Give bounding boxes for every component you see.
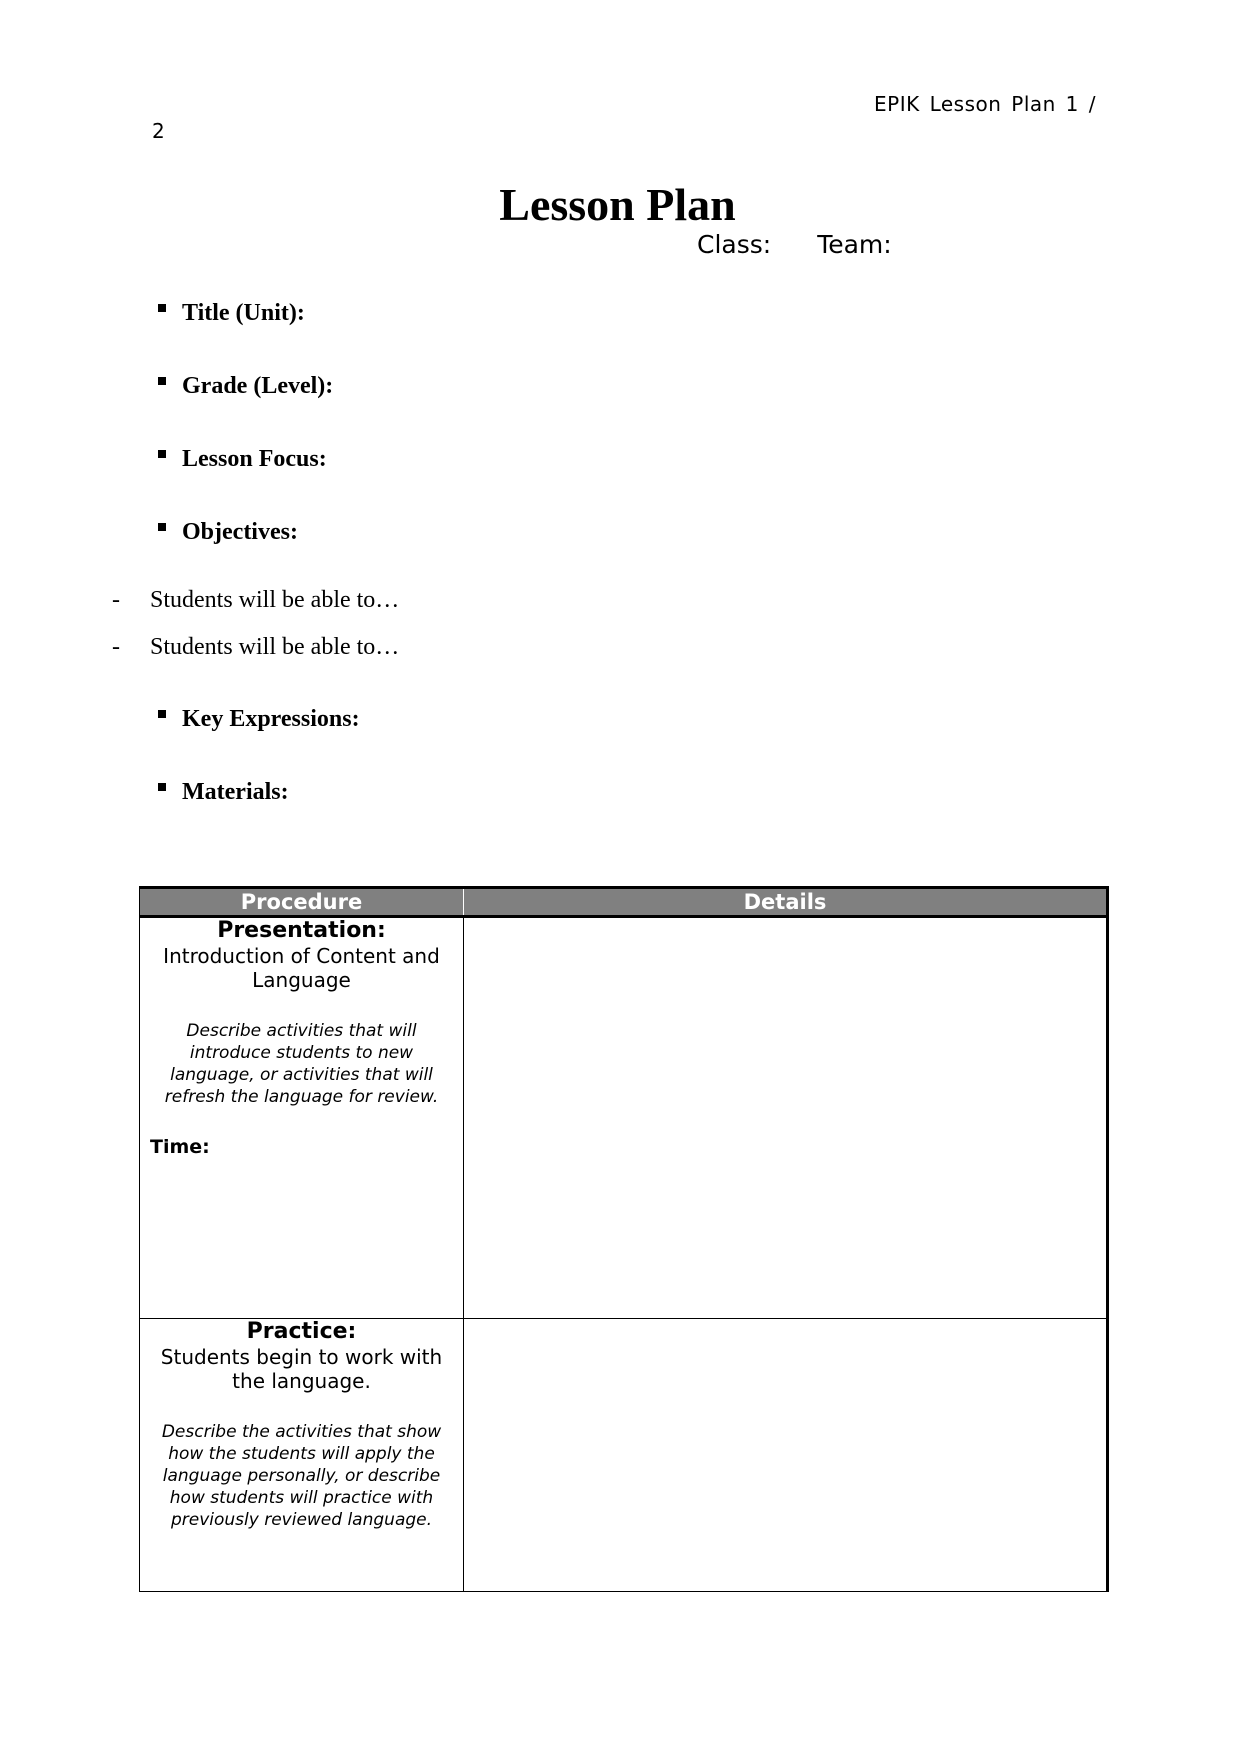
square-bullet-icon <box>158 377 166 385</box>
objective-text: Students will be able to… <box>150 634 400 660</box>
field-lesson-focus <box>158 446 327 473</box>
field-label: Grade (Level): <box>182 373 334 399</box>
stage-title: Practice: <box>246 1319 357 1344</box>
stage-title: Presentation: <box>217 918 386 943</box>
square-bullet-icon <box>158 523 166 531</box>
stage-description: Describe activities that will introduce students to new language, or activities that will refresh the language for review. <box>164 1021 439 1107</box>
objective-item <box>112 634 399 661</box>
time-label: Time: <box>150 1136 210 1158</box>
stage-subtitle: Introduction of Content and Language <box>163 944 440 992</box>
procedure-cell <box>140 1319 464 1592</box>
square-bullet-icon <box>158 783 166 791</box>
objective-text: Students will be able to… <box>150 587 400 613</box>
details-cell[interactable] <box>464 917 1108 1319</box>
field-label: Lesson Focus: <box>182 446 327 472</box>
dash-marker: - <box>112 634 120 660</box>
team-label: Team: <box>817 230 892 259</box>
column-header-procedure: Procedure <box>140 888 464 917</box>
running-header: EPIK Lesson Plan 1 / <box>874 92 1096 116</box>
field-title-unit <box>158 300 305 327</box>
procedure-table <box>139 886 1109 1592</box>
page-count: 2 <box>152 119 165 143</box>
table-header-row <box>140 888 1108 917</box>
stage-description: Describe the activities that show how the students will apply the language personally, or describe how students will practice with previously reviewed language. <box>161 1422 442 1530</box>
column-header-details: Details <box>464 888 1108 917</box>
page-title: Lesson Plan <box>499 179 736 230</box>
field-label: Materials: <box>182 779 289 805</box>
field-label: Key Expressions: <box>182 706 360 732</box>
field-key-expressions <box>158 706 360 733</box>
procedure-cell <box>140 917 464 1319</box>
dash-marker: - <box>112 587 120 613</box>
field-materials <box>158 779 289 806</box>
details-cell[interactable] <box>464 1319 1108 1592</box>
class-label: Class: <box>697 230 772 259</box>
stage-subtitle: Students begin to work with the language. <box>160 1345 443 1393</box>
field-objectives <box>158 519 298 546</box>
objective-item <box>112 587 399 614</box>
square-bullet-icon <box>158 304 166 312</box>
square-bullet-icon <box>158 450 166 458</box>
field-label: Title (Unit): <box>182 300 305 326</box>
field-grade-level <box>158 373 333 400</box>
table-row-practice <box>140 1319 1108 1592</box>
table-row-presentation <box>140 917 1108 1319</box>
square-bullet-icon <box>158 710 166 718</box>
field-label: Objectives: <box>182 519 298 545</box>
class-team-line <box>697 230 892 259</box>
